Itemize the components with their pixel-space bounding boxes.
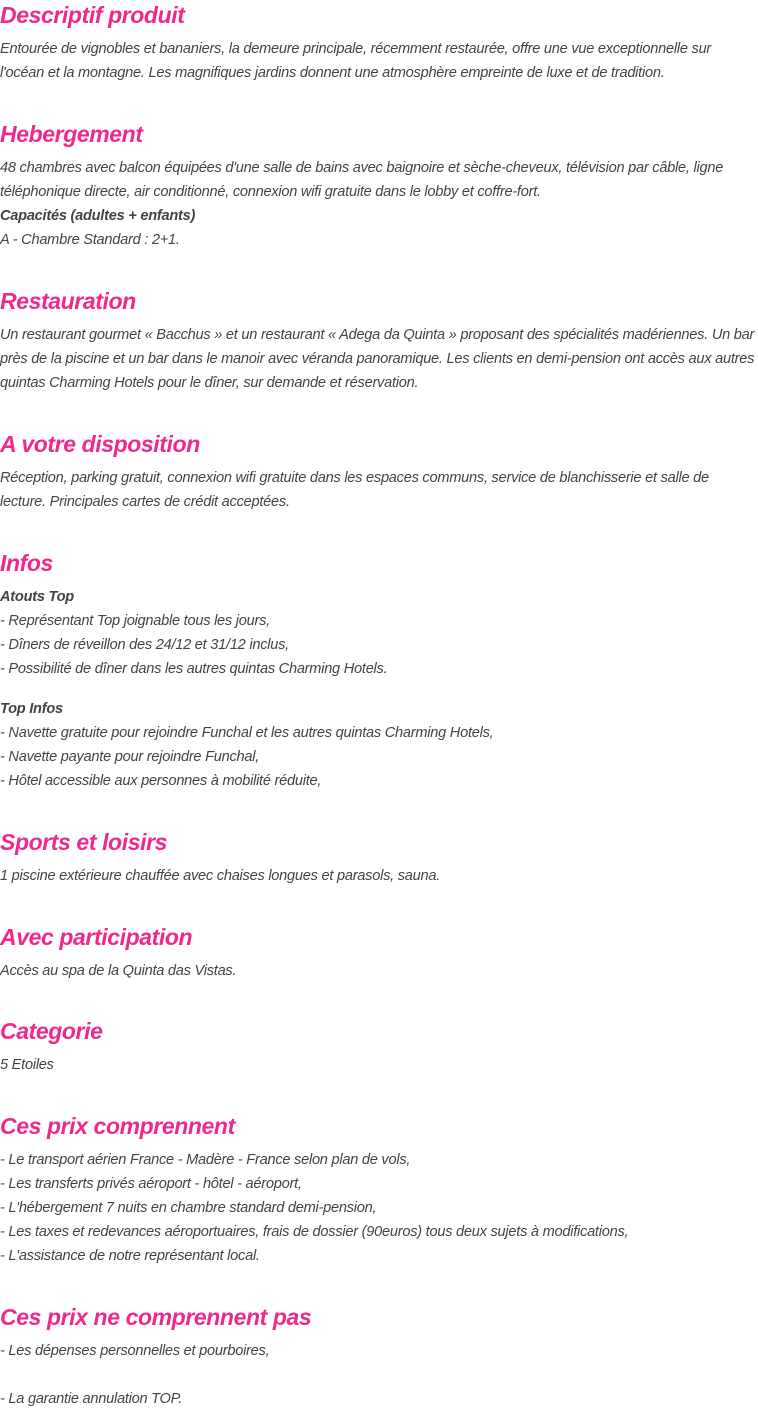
list-item: - Les taxes et redevances aéroportuaires, frais de dossier (90euros) tous deux sujets à modifications, [0, 1224, 629, 1240]
section-title: Avec participation [0, 924, 193, 950]
atouts-top-label: Atouts Top [0, 589, 74, 605]
section-title: Sports et loisirs [0, 829, 168, 855]
section-text: Un restaurant gourmet « Bacchus » et un restaurant « Adega da Quinta » proposant des spécialités madériennes. Un bar près de la piscine et un bar dans le manoir avec véranda panoramique. Les clients en demi-pension ont accès aux autres quintas Charming Hotels pour le dîner, sur demande et réservation. [0, 327, 755, 391]
list-item: - La garantie annulation TOP. [0, 1391, 183, 1407]
section-title: A votre disposition [0, 431, 200, 457]
capacity-label: Capacités (adultes + enfants) [0, 208, 196, 224]
section-text: 1 piscine extérieure chauffée avec chaises longues et parasols, sauna. [0, 868, 441, 884]
section-title: Infos [0, 550, 53, 576]
list-item: - Possibilité de dîner dans les autres quintas Charming Hotels. [0, 661, 388, 677]
section-text: Réception, parking gratuit, connexion wifi gratuite dans les espaces communs, service de blanchisserie et salle de lecture. Principales cartes de crédit acceptées. [0, 470, 709, 510]
section-hebergement [0, 119, 758, 252]
section-categorie [0, 1016, 758, 1077]
section-title: Ces prix comprennent [0, 1113, 235, 1139]
list-item: - Les dépenses personnelles et pourboires, [0, 1343, 270, 1359]
list-item: - Dîners de réveillon des 24/12 et 31/12 inclus, [0, 637, 289, 653]
section-text: Accès au spa de la Quinta das Vistas. [0, 963, 237, 979]
top-infos-label: Top Infos [0, 701, 63, 717]
section-ces-prix-ne-comprennent-pas [0, 1302, 758, 1411]
section-sports-et-loisirs [0, 827, 758, 888]
section-title: Ces prix ne comprennent pas [0, 1304, 312, 1330]
section-descriptif-produit [0, 0, 758, 85]
list-item: - L'hébergement 7 nuits en chambre standard demi-pension, [0, 1200, 377, 1216]
list-item: - Le transport aérien France - Madère - France selon plan de vols, [0, 1152, 411, 1168]
section-title: Hebergement [0, 121, 143, 147]
section-title: Restauration [0, 288, 136, 314]
section-text: 48 chambres avec balcon équipées d'une salle de bains avec baignoire et sèche-cheveux, télévision par câble, ligne téléphonique directe, air conditionné, connexion wifi gratuite dans le lobby et coffre-fort. [0, 160, 724, 200]
section-ces-prix-comprennent [0, 1111, 758, 1268]
section-title: Categorie [0, 1018, 103, 1044]
list-item: - Les transferts privés aéroport - hôtel - aéroport, [0, 1176, 302, 1192]
list-item: - Navette payante pour rejoindre Funchal, [0, 749, 260, 765]
capacity-value: A - Chambre Standard : 2+1. [0, 232, 180, 248]
section-text: 5 Etoiles [0, 1057, 54, 1073]
section-avec-participation [0, 922, 758, 983]
section-a-votre-disposition [0, 429, 758, 514]
section-restauration [0, 286, 758, 395]
list-item: - Hôtel accessible aux personnes à mobilité réduite, [0, 773, 322, 789]
section-title: Descriptif produit [0, 2, 185, 28]
list-item: - L'assistance de notre représentant local. [0, 1248, 260, 1264]
section-text: Entourée de vignobles et bananiers, la demeure principale, récemment restaurée, offre une vue exceptionnelle sur l'océan et la montagne. Les magnifiques jardins donnent une atmosphère empreinte de luxe et de tradition. [0, 41, 712, 81]
list-item: - Représentant Top joignable tous les jours, [0, 613, 270, 629]
list-item: - Navette gratuite pour rejoindre Funchal et les autres quintas Charming Hotels, [0, 725, 494, 741]
section-infos [0, 548, 758, 793]
spacer [0, 681, 758, 697]
spacer [0, 1363, 758, 1387]
